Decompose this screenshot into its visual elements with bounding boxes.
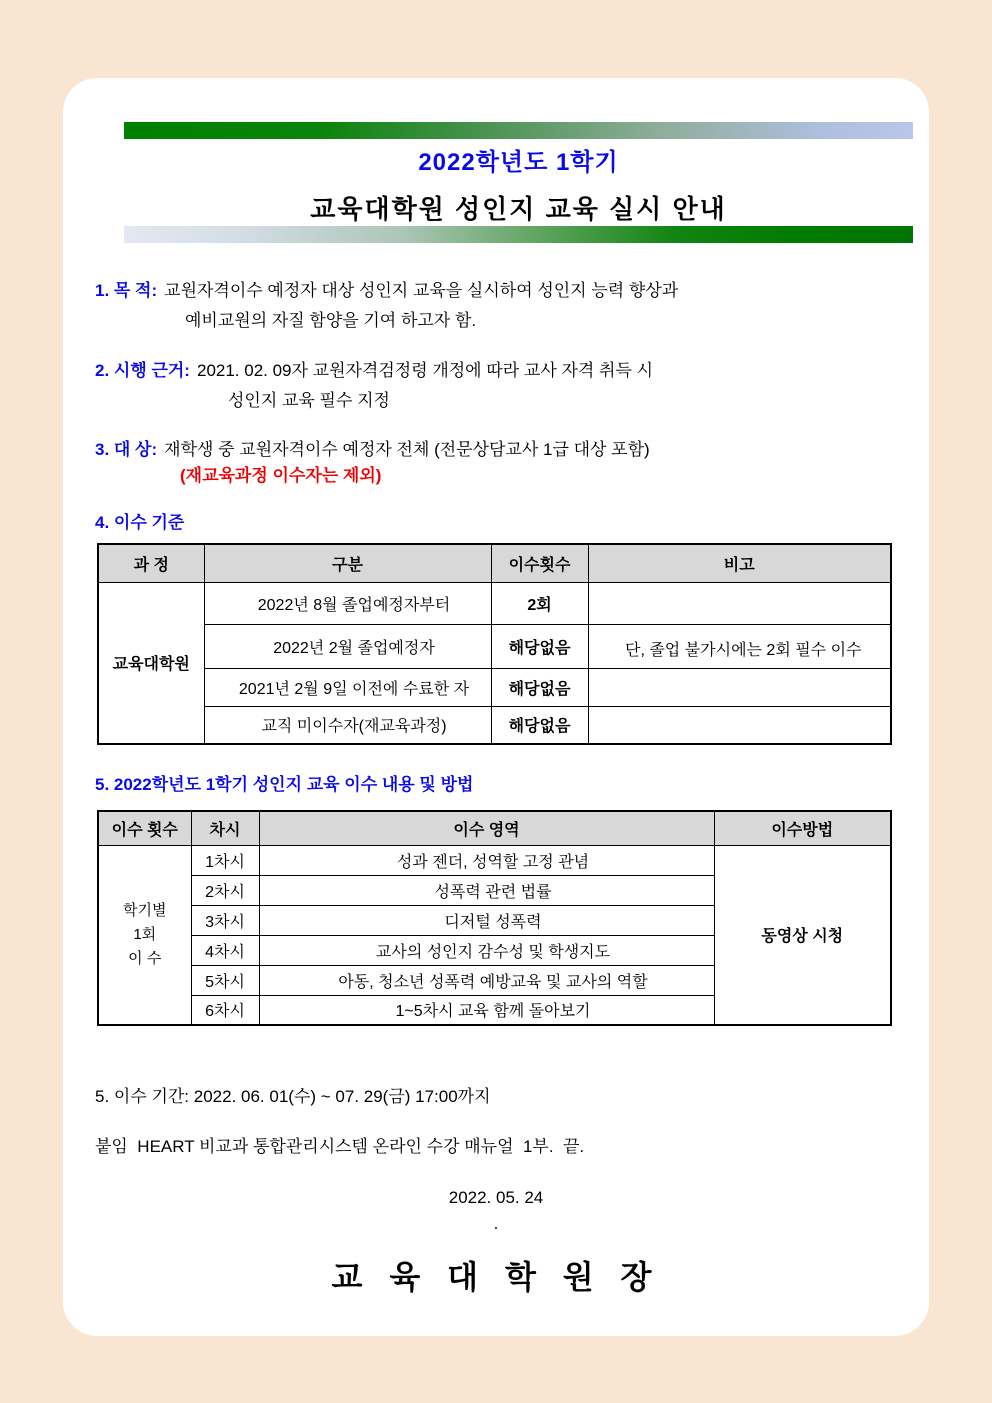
- attachment-line: 붙임 HEART 비교과 통합관리시스템 온라인 수강 매뉴얼 1부. 끝.: [95, 1137, 585, 1156]
- content-header-count: 이수 횟수: [98, 811, 191, 845]
- bottom-gradient-bar: [124, 226, 913, 243]
- purpose-label: 1. 목 적:: [95, 281, 158, 300]
- session-cell: 1차시: [191, 845, 259, 875]
- area-cell: 디저털 성폭력: [259, 905, 714, 935]
- criteria-category-cell: 교직 미이수자(재교육과정): [204, 706, 491, 744]
- target-label: 3. 대 상:: [95, 440, 158, 459]
- issue-date: 2022. 05. 24: [448, 1188, 544, 1207]
- purpose-text1: 교원자격이수 예정자 대상 성인지 교육을 실시하여 성인지 능력 향상과: [164, 281, 679, 300]
- criteria-course-cell: 교육대학원: [98, 582, 204, 744]
- table-row: [98, 706, 891, 744]
- criteria-count-cell: 2회: [491, 582, 588, 624]
- area-cell: 1~5차시 교육 함께 돌아보기: [259, 995, 714, 1025]
- criteria-note-cell: 단, 졸업 불가시에는 2회 필수 이수: [588, 624, 891, 668]
- content-header-session: 차시: [191, 811, 259, 845]
- area-cell: 성폭력 관련 법률: [259, 875, 714, 905]
- signature-title: 교 육 대 학 원 장: [331, 1259, 661, 1295]
- date-dot: .: [493, 1214, 499, 1233]
- session-cell: 2차시: [191, 875, 259, 905]
- criteria-header-note: 비고: [588, 544, 891, 582]
- count-label-line: 이 수: [128, 949, 162, 967]
- table-row: [98, 624, 891, 668]
- criteria-count-cell: 해당없음: [491, 624, 588, 668]
- content-count-cell: [98, 845, 191, 1025]
- purpose-line1: [95, 276, 678, 301]
- content-heading: 5. 2022학년도 1학기 성인지 교육 이수 내용 및 방법: [95, 775, 474, 794]
- session-cell: 6차시: [191, 995, 259, 1025]
- semester-title: 2022학년도 1학기: [418, 149, 619, 176]
- basis-line2: 성인지 교육 필수 지정: [228, 391, 390, 410]
- criteria-header-course: 과 정: [98, 544, 204, 582]
- criteria-header-count: 이수횟수: [491, 544, 588, 582]
- table-row: [98, 845, 891, 875]
- table-row: [98, 668, 891, 706]
- count-label-line: 학기별: [123, 901, 167, 919]
- criteria-heading: 4. 이수 기준: [95, 513, 185, 532]
- period-line: 5. 이수 기간: 2022. 06. 01(수) ~ 07. 29(금) 17:00까지: [95, 1087, 491, 1106]
- count-label-line: 1회: [133, 925, 157, 943]
- purpose-line2: 예비교원의 자질 함양을 기여 하고자 함.: [185, 311, 477, 330]
- criteria-note-cell: [588, 706, 891, 744]
- basis-label: 2. 시행 근거:: [95, 361, 190, 380]
- content-table: [97, 810, 892, 1026]
- area-cell: 교사의 성인지 감수성 및 학생지도: [259, 935, 714, 965]
- content-header-area: 이수 영역: [259, 811, 714, 845]
- area-cell: 아동, 청소년 성폭력 예방교육 및 교사의 역할: [259, 965, 714, 995]
- criteria-category-cell: 2021년 2월 9일 이전에 수료한 자: [204, 668, 491, 706]
- criteria-category-cell: 2022년 8월 졸업예정자부터: [204, 582, 491, 624]
- session-cell: 5차시: [191, 965, 259, 995]
- target-exclusion-note: (재교육과정 이수자는 제외): [180, 466, 382, 485]
- content-header-method: 이수방법: [714, 811, 891, 845]
- criteria-note-cell: [588, 668, 891, 706]
- session-cell: 4차시: [191, 935, 259, 965]
- basis-line1: [95, 356, 653, 381]
- basis-text1: 2021. 02. 09자 교원자격검정령 개정에 따라 교사 자격 취득 시: [196, 361, 654, 380]
- criteria-table: [97, 543, 892, 745]
- content-header-row: [98, 811, 891, 845]
- criteria-count-cell: 해당없음: [491, 668, 588, 706]
- target-text1: 재학생 중 교원자격이수 예정자 전체 (전문상담교사 1급 대상 포함): [164, 440, 650, 459]
- table-row: [98, 582, 891, 624]
- criteria-header-category: 구분: [204, 544, 491, 582]
- target-line1: [95, 435, 650, 460]
- method-cell: 동영상 시청: [714, 845, 891, 1025]
- criteria-note-cell: [588, 582, 891, 624]
- session-cell: 3차시: [191, 905, 259, 935]
- top-gradient-bar: [124, 122, 913, 139]
- area-cell: 성과 젠더, 성역할 고정 관념: [259, 845, 714, 875]
- criteria-header-row: [98, 544, 891, 582]
- main-title: 교육대학원 성인지 교육 실시 안내: [310, 194, 727, 224]
- criteria-count-cell: 해당없음: [491, 706, 588, 744]
- criteria-category-cell: 2022년 2월 졸업예정자: [204, 624, 491, 668]
